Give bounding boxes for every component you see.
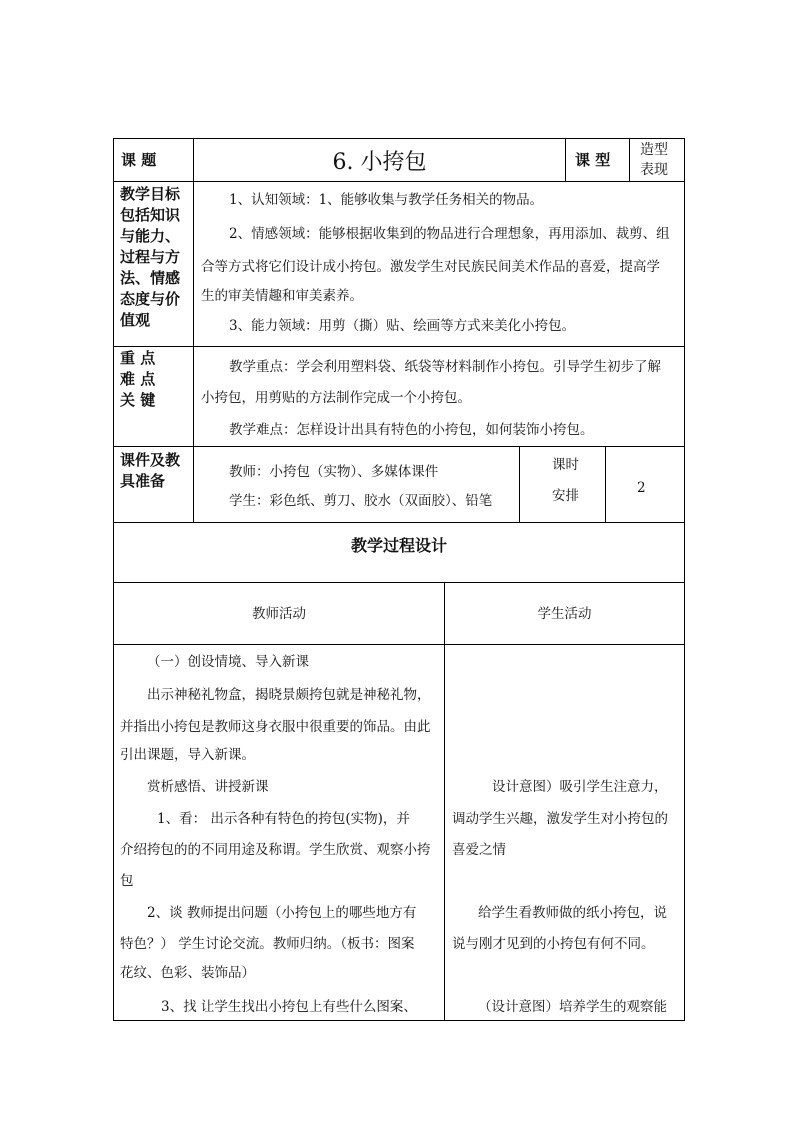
teacher-activity-line: 引出课题，导入新课。 <box>120 747 255 763</box>
activity-column-divider <box>444 582 445 1021</box>
objective-emotional-cont: 生的审美情趣和审美素养。 <box>201 288 363 304</box>
teacher-activity-line: 花纹、色彩、装饰品） <box>120 965 255 981</box>
table-border-right <box>684 138 685 1021</box>
row-divider <box>113 582 685 583</box>
table-border-bottom <box>113 1020 685 1021</box>
row-divider <box>113 346 685 347</box>
materials-label-line: 具准备 <box>120 472 166 490</box>
keypoint-difficulty: 教学难点：怎样设计出具有特色的小挎包，如何装饰小挎包。 <box>229 422 594 438</box>
objectives-label-line: 态度与价 <box>120 290 181 308</box>
teacher-activity-line: 出示神秘礼物盒，揭晓景颇挎包就是神秘礼物， <box>147 687 431 703</box>
teacher-activity-line: 2、谈 教师提出问题（小挎包上的哪些地方有 <box>147 905 417 921</box>
objective-ability: 3、能力领域：用剪（撕）贴、绘画等方式来美化小挎包。 <box>229 318 576 334</box>
table-border-left <box>113 138 114 1021</box>
row-divider <box>113 522 685 523</box>
process-heading: 教学过程设计 <box>350 536 447 555</box>
hours-label-line1: 课时 <box>552 457 579 473</box>
student-activity-line: 说与刚才见到的小挎包有何不同。 <box>452 936 655 952</box>
student-activity-line: 喜爱之情 <box>452 842 506 858</box>
student-activity-line: （设计意图）培养学生的观察能 <box>478 999 667 1015</box>
materials-student: 学生：彩色纸、剪刀、胶水（双面胶）、铅笔 <box>229 493 493 509</box>
keypoints-label-line: 关 键 <box>120 391 156 409</box>
teacher-activity-line: 特色？） 学生讨论交流。教师归纳。（板书：图案 <box>120 936 415 952</box>
keypoint-focus-cont: 小挎包，用剪贴的方法制作完成一个小挎包。 <box>201 390 471 406</box>
label-column-divider <box>193 138 194 523</box>
teacher-activity-line: （一）创设情境、导入新课 <box>147 654 309 670</box>
teacher-activity-header: 教师活动 <box>252 606 306 622</box>
lesson-title: 6. 小挎包 <box>332 150 427 175</box>
type-value-line1: 造型 <box>640 142 668 158</box>
student-activity-line: 设计意图）吸引学生注意力， <box>492 779 668 795</box>
header-divider <box>629 138 630 182</box>
objectives-label-line: 法、情感 <box>120 269 181 287</box>
keypoints-label-line: 重 点 <box>120 349 156 367</box>
objectives-label-line: 值观 <box>120 311 151 329</box>
teacher-activity-line: 1、看： 出示各种有特色的挎包(实物)，并 <box>157 811 410 827</box>
objective-cognitive: 1、认知领域：1、能够收集与教学任务相关的物品。 <box>229 192 544 208</box>
keypoint-focus: 教学重点：学会利用塑料袋、纸袋等材料制作小挎包。引导学生初步了解 <box>229 359 661 375</box>
row-divider <box>113 446 685 447</box>
objectives-label-line: 教学目标 <box>120 185 181 203</box>
objective-emotional: 2、情感领域：能够根据收集到的物品进行合理想象，再用添加、裁剪、组 <box>229 226 670 242</box>
row-divider <box>113 644 685 645</box>
topic-label: 课 题 <box>121 151 157 169</box>
teacher-activity-line: 赏析感悟、讲授新课 <box>147 779 269 795</box>
objectives-label-line: 包括知识 <box>120 206 181 224</box>
materials-divider <box>605 446 606 523</box>
type-label: 课 型 <box>575 151 611 169</box>
keypoints-label-line: 难 点 <box>120 370 156 388</box>
materials-divider <box>519 446 520 523</box>
materials-label-line: 课件及教 <box>120 451 181 469</box>
objectives-label-line: 过程与方 <box>120 248 181 266</box>
teacher-activity-line: 3、找 让学生找出小挎包上有些什么图案、 <box>161 999 417 1015</box>
teacher-activity-line: 包 <box>120 873 134 889</box>
row-divider <box>113 181 685 182</box>
teacher-activity-line: 并指出小挎包是教师这身衣服中很重要的饰品。由此 <box>120 719 431 735</box>
objective-emotional-cont: 合等方式将它们设计成小挎包。激发学生对民族民间美术作品的喜爱，提高学 <box>201 259 660 275</box>
student-activity-line: 给学生看教师做的纸小挎包，说 <box>478 905 667 921</box>
materials-teacher: 教师：小挎包（实物）、多媒体课件 <box>229 464 439 480</box>
table-border-top <box>113 138 685 139</box>
hours-label-line2: 安排 <box>552 488 579 504</box>
objectives-label-line: 与能力、 <box>120 227 181 245</box>
student-activity-line: 调动学生兴趣，激发学生对小挎包的 <box>452 811 668 827</box>
type-value-line2: 表现 <box>640 162 668 178</box>
student-activity-header: 学生活动 <box>537 606 592 622</box>
teacher-activity-line: 介绍挎包的的不同用途及称谓。学生欣赏、观察小挎 <box>120 842 431 858</box>
header-divider <box>565 138 566 182</box>
hours-value: 2 <box>637 480 646 496</box>
